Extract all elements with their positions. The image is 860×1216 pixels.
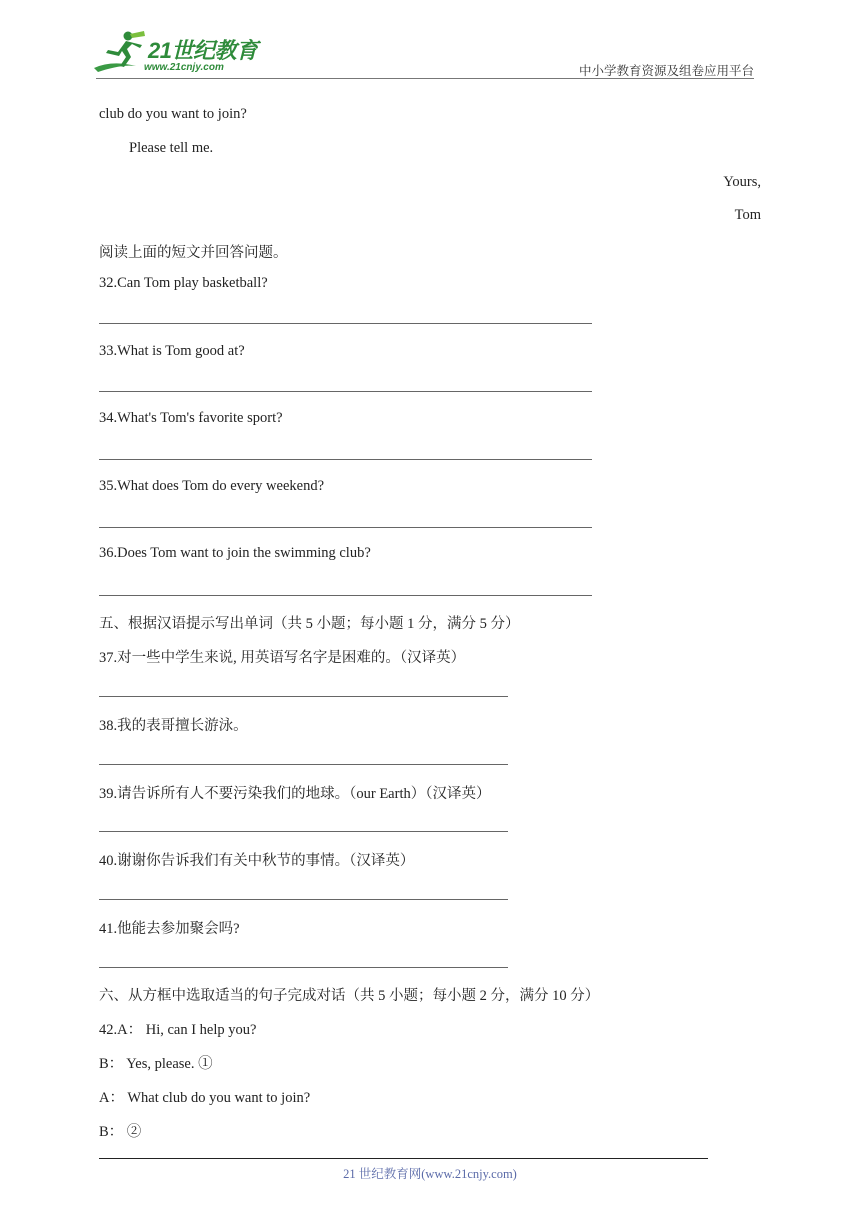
question-32: 32.Can Tom play basketball?: [99, 275, 268, 291]
answer-line-36[interactable]: [99, 595, 592, 596]
question-36: 36.Does Tom want to join the swimming club?: [99, 545, 371, 561]
answer-line-33[interactable]: [99, 391, 592, 392]
header-divider: [96, 78, 754, 79]
answer-line-35[interactable]: [99, 527, 592, 528]
letter-line-2: Please tell me.: [129, 140, 214, 156]
header-platform-text: 中小学教育资源及组卷应用平台: [578, 64, 754, 78]
dialogue-line-3: A： What club do you want to join?: [99, 1090, 311, 1106]
question-37: 37.对一些中学生来说, 用英语写名字是困难的。（汉译英）: [99, 650, 466, 666]
answer-line-39[interactable]: [99, 831, 508, 832]
answer-line-38[interactable]: [99, 764, 508, 765]
dialogue-line-4: B： ②: [99, 1124, 142, 1140]
letter-signature: Tom: [734, 207, 761, 223]
question-33: 33.What is Tom good at?: [99, 343, 245, 359]
dialogue-line-2: B： Yes, please. ①: [99, 1056, 213, 1072]
footer-divider: [99, 1158, 708, 1159]
letter-line-1: club do you want to join?: [99, 106, 247, 122]
question-34: 34.What's Tom's favorite sport?: [99, 410, 283, 426]
answer-line-32[interactable]: [99, 323, 592, 324]
question-35: 35.What does Tom do every weekend?: [99, 478, 325, 494]
reading-instruction: 阅读上面的短文并回答问题。: [99, 245, 288, 261]
dialogue-line-1: 42.A： Hi, can I help you?: [99, 1022, 257, 1038]
site-logo: [92, 30, 262, 78]
section-5-title: 五、根据汉语提示写出单词（共 5 小题；每小题 1 分，满分 5 分）: [99, 616, 520, 632]
question-40: 40.谢谢你告诉我们有关中秋节的事情。（汉译英）: [99, 853, 415, 869]
question-38: 38.我的表哥擅长游泳。: [99, 718, 248, 734]
footer-text: 21 世纪教育网(www.21cnjy.com): [343, 1167, 517, 1181]
answer-line-40[interactable]: [99, 899, 508, 900]
answer-line-37[interactable]: [99, 696, 508, 697]
answer-line-34[interactable]: [99, 459, 592, 460]
section-6-title: 六、从方框中选取适当的句子完成对话（共 5 小题；每小题 2 分，满分 10 分）: [99, 988, 600, 1004]
letter-closing: Yours,: [723, 174, 761, 190]
logo-wordmark: 21世纪教育: [148, 38, 258, 63]
question-41: 41.他能去参加聚会吗?: [99, 921, 240, 937]
logo-url: www.21cnjy.com: [144, 62, 224, 73]
runner-logo-icon: [92, 30, 148, 76]
answer-line-41[interactable]: [99, 967, 508, 968]
question-39: 39.请告诉所有人不要污染我们的地球。（our Earth）（汉译英）: [99, 786, 491, 802]
